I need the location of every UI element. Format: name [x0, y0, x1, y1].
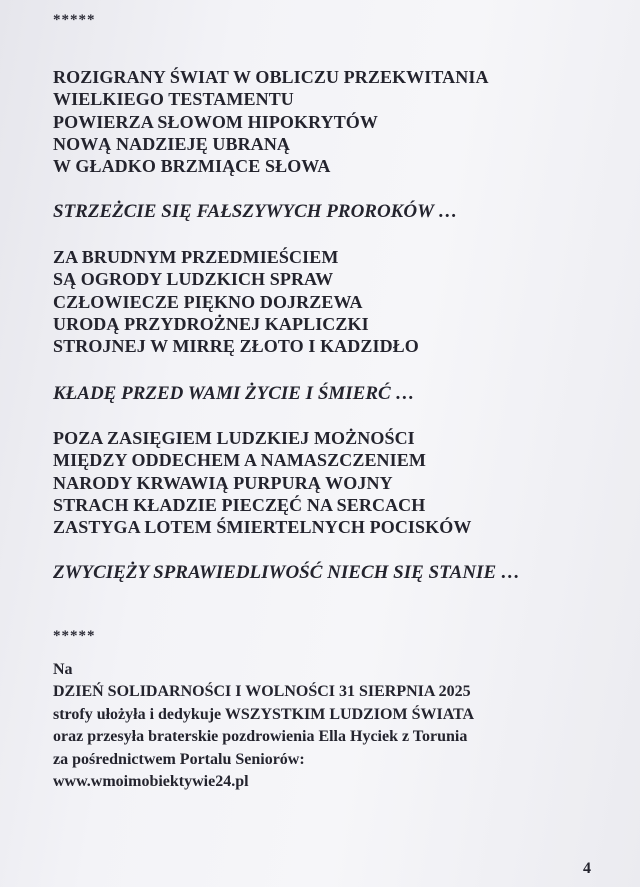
header-stars: *****: [53, 12, 96, 28]
refrain-2: KŁADĘ PRZED WAMI ŻYCIE I ŚMIERĆ …: [53, 383, 415, 404]
stanza-line: NARODY KRWAWIĄ PURPURĄ WOJNY: [53, 472, 393, 493]
stanza-line: URODĄ PRZYDROŻNEJ KAPLICZKI: [53, 313, 369, 334]
stanza-line: ZASTYGA LOTEM ŚMIERTELNYCH POCISKÓW: [53, 517, 472, 538]
dedication-line: Na: [53, 661, 73, 678]
stanza-2: [53, 246, 419, 357]
dedication-line: DZIEŃ SOLIDARNOŚCI I WOLNOŚCI 31 SIERPNIA 2025: [53, 683, 471, 701]
stanza-line: POWIERZA SŁOWOM HIPOKRYTÓW: [53, 111, 379, 132]
stanza-line: POZA ZASIĘGIEM LUDZKIEJ MOŻNOŚCI: [53, 428, 415, 448]
stanza-3: [53, 427, 471, 538]
stanza-line: SĄ OGRODY LUDZKICH SPRAW: [53, 269, 334, 290]
stanza-line: MIĘDZY ODDECHEM A NAMASZCZENIEM: [53, 450, 426, 471]
stanza-line: NOWĄ NADZIEJĘ UBRANĄ: [53, 133, 291, 154]
stanza-line: CZŁOWIECZE PIĘKNO DOJRZEWA: [53, 291, 363, 312]
dedication-line: za pośrednictwem Portalu Seniorów:: [53, 750, 305, 768]
stanza-line: STROJNEJ W MIRRĘ ZŁOTO I KADZIDŁO: [53, 336, 419, 357]
stanza-1: [53, 66, 489, 177]
refrain-1: STRZEŻCIE SIĘ FAŁSZYWYCH PROROKÓW …: [53, 201, 458, 222]
stanza-line: STRACH KŁADZIE PIECZĘĆ NA SERCACH: [53, 494, 426, 515]
stanza-line: WIELKIEGO TESTAMENTU: [53, 89, 294, 110]
dedication: [53, 659, 474, 793]
refrain-3: ZWYCIĘŻY SPRAWIEDLIWOŚĆ NIECH SIĘ STANIE …: [53, 562, 520, 583]
website-url: www.wmoimobiektywie24.pl: [53, 773, 249, 791]
stanza-line: ZA BRUDNYM PRZEDMIEŚCIEM: [53, 247, 339, 267]
stanza-line: ROZIGRANY ŚWIAT W OBLICZU PRZEKWITANIA: [53, 67, 489, 87]
footer-stars: *****: [53, 628, 96, 644]
dedication-line: strofy ułożyła i dedykuje WSZYSTKIM LUDZIOM ŚWIATA: [53, 705, 475, 723]
stanza-line: W GŁADKO BRZMIĄCE SŁOWA: [53, 156, 331, 177]
dedication-line: oraz przesyła braterskie pozdrowienia Ella Hyciek z Torunia: [53, 728, 468, 746]
page-number: 4: [583, 860, 591, 877]
